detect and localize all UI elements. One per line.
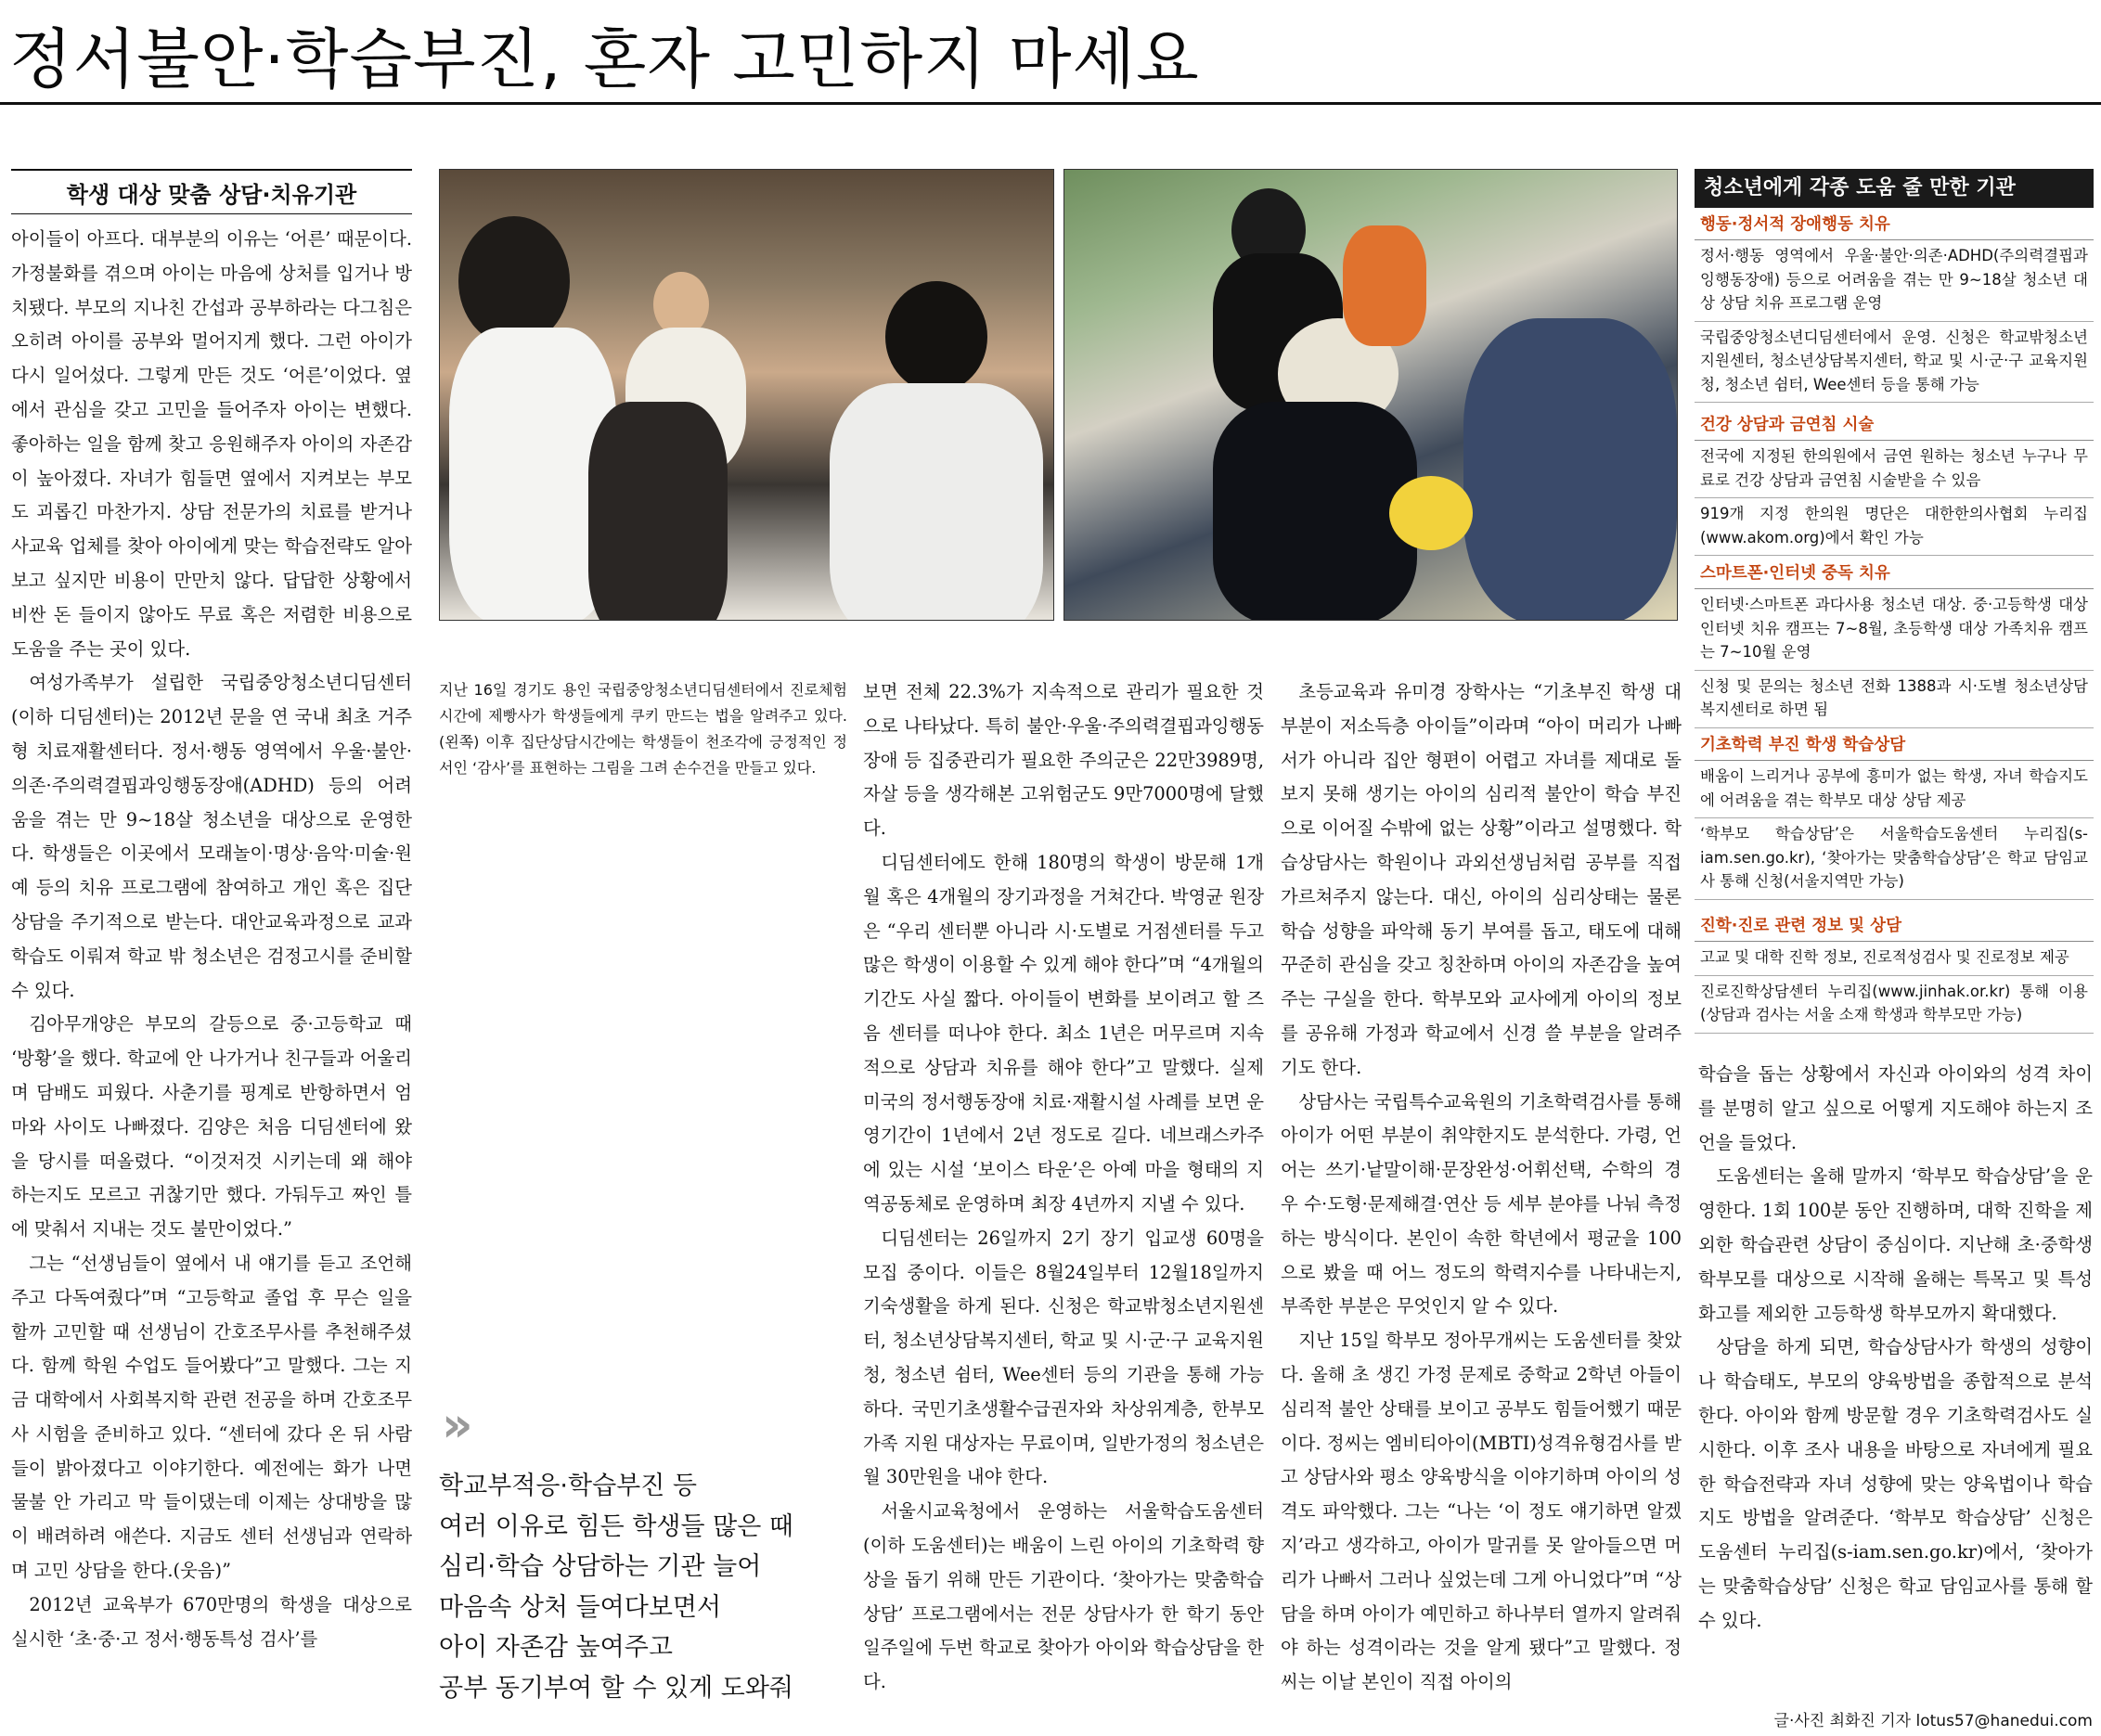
info-item: 고교 및 대학 진학 정보, 진로적성검사 및 진로정보 제공 <box>1695 942 2094 976</box>
info-item: 정서·행동 영역에서 우울·불안·의존·ADHD(주의력결핍과잉행동장애) 등으로 어려움을 겪는 만 9~18살 청소년 대상 상담 치유 프로그램 운영 <box>1695 240 2094 322</box>
sidebar-title-box <box>11 169 412 214</box>
article-column-3 <box>1281 675 1682 1733</box>
photo-cooking-class <box>439 169 1054 621</box>
top-rule <box>0 102 2101 105</box>
article-column-2 <box>863 675 1264 1733</box>
info-item: 신청 및 문의는 청소년 전화 1388과 시·도별 청소년상담복지센터로 하면 됨 <box>1695 671 2094 728</box>
pull-quote-line: 공부 동기부여 할 수 있게 도와줘 <box>439 1673 793 1703</box>
info-section <box>1695 559 2094 728</box>
pull-quote <box>439 1466 847 1708</box>
paragraph: 도움센터는 올해 말까지 ‘학부모 학습상담’을 운영한다. 1회 100분 동안 진행하며, 대학 진학을 제외한 학습관련 상담이 중심이다. 지난해 초·중학생 학부모를 대상으로 시작해 올해는 특목고 및 특성화고를 제외한 고등학생 학부모까지 확대했다. <box>1698 1165 2093 1324</box>
double-chevron-icon: » <box>442 1397 462 1453</box>
headline: 정서불안·학습부진, 혼자 고민하지 마세요 <box>9 21 1200 97</box>
pull-quote-line: 여러 이유로 힘든 학생들 많은 때 <box>439 1511 793 1541</box>
photo-figure <box>1463 318 1677 621</box>
paragraph: 상담사는 국립특수교육원의 기초학력검사를 통해 아이가 어떤 부분이 취약한지도 분석한다. 가령, 언어는 쓰기·낱말이해·문장완성·어휘선택, 수학의 경우 수·도형·문제해결·연산 등 세부 분야를 나눠 측정하는 방식이다. 본인이 속한 학년에서 평균을 100으로 봤을 때 어느 정도의 학력지수를 나타내는지, 부족한 부분은 무엇인지 알 수 있다. <box>1281 1090 1682 1318</box>
photo-figure <box>830 383 1043 621</box>
paragraph: 여성가족부가 설립한 국립중앙청소년디딤센터(이하 디딤센터)는 2012년 문을 연 국내 최초 거주형 치료재활센터다. 정서·행동 영역에서 우울·불안·의존·주의력결핍과잉행동장애(ADHD) 등의 어려움을 겪는 만 9~18살 청소년을 대상으로 운영한다. 학생들은 이곳에서 모래놀이·명상·음악·미술·원예 등의 치유 프로그램에 참여하고 개인 혹은 집단 상담을 주기적으로 받는다. 대안교육과정으로 교과 학습도 이뤄져 학교 밖 청소년은 검정고시를 준비할 수 있다. <box>11 672 412 1001</box>
info-section-title: 건강 상담과 금연침 시술 <box>1695 410 2094 441</box>
info-item: 인터넷·스마트폰 과다사용 청소년 대상. 중·고등학생 대상 인터넷 치유 캠프는 7~8월, 초등학생 대상 가족치유 캠프는 7~10월 운영 <box>1695 589 2094 671</box>
paragraph: 서울시교육청에서 운영하는 서울학습도움센터(이하 도움센터)는 배움이 느린 아이의 기초학력 향상을 돕기 위해 만든 기관이다. ‘찾아가는 맞춤학습상담’ 프로그램에서는 전문 상담사가 한 학기 동안 일주일에 두번 학교로 찾아가 아이와 학습상담을 한다. <box>863 1500 1264 1693</box>
info-item: ‘학부모 학습상담’은 서울학습도움센터 누리집(s-iam.sen.go.kr), ‘찾아가는 맞춤학습상담’은 학교 담임교사 통해 신청(서울지역만 가능) <box>1695 818 2094 900</box>
info-box-title: 청소년에게 각종 도움 줄 만한 기관 <box>1695 169 2094 208</box>
photo-figure <box>1343 225 1426 346</box>
article-column-1 <box>11 223 412 1730</box>
info-section-title: 행동·정서적 장애행동 치유 <box>1695 210 2094 240</box>
pull-quote-line: 심리·학습 상담하는 기관 늘어 <box>439 1552 762 1581</box>
pull-quote-line: 아이 자존감 높여주고 <box>439 1633 673 1662</box>
info-section <box>1695 210 2094 403</box>
sidebar-title: 학생 대상 맞춤 상담·치유기관 <box>66 182 357 208</box>
paragraph: 디딤센터에도 한해 180명의 학생이 방문해 1개월 혹은 4개월의 장기과정을 거쳐간다. 박영균 원장은 “우리 센터뿐 아니라 시·도별로 거점센터를 두고 많은 학생이 이용할 수 있게 해야 한다”며 “4개월의 기간도 사실 짧다. 아이들이 변화를 보이려고 할 즈음 센터를 떠나야 한다. 최소 1년은 머무르며 지속적으로 상담과 치유를 해야 한다”고 말했다. 실제 미국의 정서행동장애 치료·재활시설 사례를 보면 운영기간이 1년에서 2년 정도로 길다. 네브래스카주에 있는 시설 ‘보이스 타운’은 아예 마을 형태의 지역공동체로 운영하며 최장 4년까지 지낼 수 있다. <box>863 851 1264 1215</box>
info-section <box>1695 911 2094 1034</box>
info-item: 배움이 느리거나 공부에 흥미가 없는 학생, 자녀 학습지도에 어려움을 겪는 학부모 대상 상담 제공 <box>1695 761 2094 818</box>
paragraph: 보면 전체 22.3%가 지속적으로 관리가 필요한 것으로 나타났다. 특히 불안·우울·주의력결핍과잉행동장애 등 집중관리가 필요한 주의군은 22만3989명, 자살 등을 생각해본 고위험군도 9만7000명에 달했다. <box>863 681 1264 840</box>
info-section <box>1695 730 2094 900</box>
paragraph: 아이들이 아프다. 대부분의 이유는 ‘어른’ 때문이다. 가정불화를 겪으며 아이는 마음에 상처를 입거나 방치됐다. 부모의 지나친 간섭과 공부하라는 다그침은 오히려 아이를 공부와 멀어지게 했다. 그런 아이가 다시 일어섰다. 그렇게 만든 것도 ‘어른’이었다. 옆에서 관심을 갖고 고민을 들어주자 아이는 변했다. 좋아하는 일을 함께 찾고 응원해주자 아이의 자존감이 높아졌다. 자녀가 힘들면 옆에서 지켜보는 부모도 괴롭긴 마찬가지. 상담 전문가의 치료를 받거나 사교육 업체를 찾아 아이에게 맞는 학습전략도 알아보고 싶지만 비용이 만만치 않다. 답답한 상황에서 비싼 돈 들이지 않아도 무료 혹은 저렴한 비용으로 도움을 주는 곳이 있다. <box>11 228 412 660</box>
photo-caption: 지난 16일 경기도 용인 국립중앙청소년디딤센터에서 진로체험 시간에 제빵사가 학생들에게 쿠키 만드는 법을 알려주고 있다.(왼쪽) 이후 집단상담시간에는 학생들이 천조각에 긍정적인 정서인 ‘감사’를 표현하는 그림을 그려 손수건을 만들고 있다. <box>439 681 847 777</box>
paragraph: 그는 “선생님들이 옆에서 내 얘기를 듣고 조언해주고 다독여줬다”며 “고등학교 졸업 후 무슨 일을 할까 고민할 때 선생님이 간호조무사를 추천해주셨다. 함께 학원 수업도 들어봤다”고 말했다. 그는 지금 대학에서 사회복지학 관련 전공을 하며 간호조무사 시험을 준비하고 있다. “센터에 갔다 온 뒤 사람들이 밝아졌다고 이야기한다. 예전에는 화가 나면 물불 안 가리고 막 들이댔는데 이제는 상대방을 많이 배려하려 애쓴다. 지금도 센터 선생님과 연락하며 고민 상담을 한다.(웃음)” <box>11 1252 412 1582</box>
paragraph: 학습을 돕는 상황에서 자신과 아이와의 성격 차이를 분명히 알고 싶으로 어떻게 지도해야 하는지 조언을 들었다. <box>1698 1063 2093 1153</box>
paragraph: 김아무개양은 부모의 갈등으로 중·고등학교 때 ‘방황’을 했다. 학교에 안 나가거나 친구들과 어울리며 담배도 피웠다. 사춘기를 핑계로 반항하면서 엄마와 사이도 나빠졌다. 김양은 처음 디딤센터에 왔을 당시를 떠올렸다. “이것저것 시키는데 왜 해야 하는지도 모르고 귀찮기만 했다. 가둬두고 짜인 틀에 맞춰서 지내는 것도 불만이었다.” <box>11 1013 412 1241</box>
photo-figure <box>458 216 570 346</box>
info-item: 진로진학상담센터 누리집(www.jinhak.or.kr) 통해 이용(상담과 검사는 서울 소재 학생과 학부모만 가능) <box>1695 976 2094 1034</box>
paragraph: 2012년 교육부가 670만명의 학생을 대상으로 실시한 ‘초·중·고 정서·행동특성 검사’를 <box>11 1593 412 1650</box>
article-column-4 <box>1698 1058 2093 1698</box>
info-item: 국립중앙청소년디딤센터에서 운영. 신청은 학교밖청소년지원센터, 청소년상담복지센터, 학교 및 시·군·구 교육지원청, 청소년 쉼터, Wee센터 등을 통해 가능 <box>1695 322 2094 404</box>
photo-group-counseling <box>1063 169 1678 621</box>
paragraph: 디딤센터는 26일까지 2기 장기 입교생 60명을 모집 중이다. 이들은 8월24일부터 12월18일까지 기숙생활을 하게 된다. 신청은 학교밖청소년지원센터, 청소년상담복지센터, 학교 및 시·군·구 교육지원청, 청소년 쉼터, Wee센터 등의 기관을 통해 가능하다. 국민기초생활수급권자와 차상위계층, 한부모가족 지원 대상자는 무료이며, 일반가정의 청소년은 월 30만원을 내야 한다. <box>863 1227 1264 1488</box>
pull-quote-line: 마음속 상처 들여다보면서 <box>439 1592 722 1622</box>
photo-bucket <box>1389 476 1473 550</box>
photo-figure <box>885 281 987 392</box>
pull-quote-line: 학교부적응·학습부진 등 <box>439 1472 697 1500</box>
info-section-title: 진학·진로 관련 정보 및 상담 <box>1695 911 2094 942</box>
photo-figure <box>588 402 728 621</box>
info-item: 전국에 지정된 한의원에서 금연 원하는 청소년 누구나 무료로 건강 상담과 금연침 시술받을 수 있음 <box>1695 441 2094 498</box>
info-section-title: 기초학력 부진 학생 학습상담 <box>1695 730 2094 761</box>
paragraph: 상담을 하게 되면, 학습상담사가 학생의 성향이나 학습태도, 부모의 양육방법을 종합적으로 분석한다. 아이와 함께 방문할 경우 기초학력검사도 실시한다. 이후 조사 내용을 바탕으로 자녀에게 필요한 학습전략과 자녀 성향에 맞는 양육법이나 학습지도 방법을 알려준다. ‘학부모 학습상담’ 신청은 도움센터 누리집(s-iam.sen.go.kr)에서, ‘찾아가는 맞춤학습상담’ 신청은 학교 담임교사를 통해 할 수 있다. <box>1698 1336 2093 1631</box>
byline: 글·사진 최화진 기자 lotus57@hanedui.com <box>1773 1712 2093 1730</box>
photo-figure <box>1213 402 1417 621</box>
paragraph: 지난 15일 학부모 정아무개씨는 도움센터를 찾았다. 올해 초 생긴 가정 문제로 중학교 2학년 아들이 심리적 불안 상태를 보이고 공부도 힘들어했기 때문이다. 정씨는 엠비티아이(MBTI)성격유형검사를 받고 상담사와 평소 양육방식을 이야기하며 아이의 성격도 파악했다. 그는 “나는 ‘이 정도 얘기하면 알겠지’라고 생각하고, 아이가 말귀를 못 알아들으면 머리가 나빠서 그러나 싶었는데 그게 아니었다”며 “상담을 하며 아이가 예민하고 하나부터 열까지 알려줘야 하는 성격이라는 것을 알게 됐다”고 말했다. 정씨는 이날 본인이 직접 아이의 <box>1281 1330 1682 1693</box>
info-section <box>1695 410 2094 556</box>
info-item: 919개 지정 한의원 명단은 대한한의사협회 누리집(www.akom.org)에서 확인 가능 <box>1695 498 2094 556</box>
info-section-title: 스마트폰·인터넷 중독 치유 <box>1695 559 2094 589</box>
info-box <box>1695 169 2094 1041</box>
paragraph: 초등교육과 유미경 장학사는 “기초부진 학생 대부분이 저소득층 아이들”이라며 “아이 머리가 나빠서가 아니라 집안 형편이 어렵고 자녀를 제대로 돌보지 못해 생기는 아이의 심리적 불안이 학습 부진으로 이어질 수밖에 없는 상황”이라고 설명했다. 학습상담사는 학원이나 과외선생님처럼 공부를 직접 가르쳐주지 않는다. 대신, 아이의 심리상태는 물론 학습 성향을 파악해 동기 부여를 돕고, 태도에 대해 꾸준히 관심을 갖고 칭찬하며 아이의 자존감을 높여주는 구실을 한다. 학부모와 교사에게 아이의 정보를 공유해 가정과 학교에서 신경 쓸 부분을 알려주기도 한다. <box>1281 681 1682 1078</box>
